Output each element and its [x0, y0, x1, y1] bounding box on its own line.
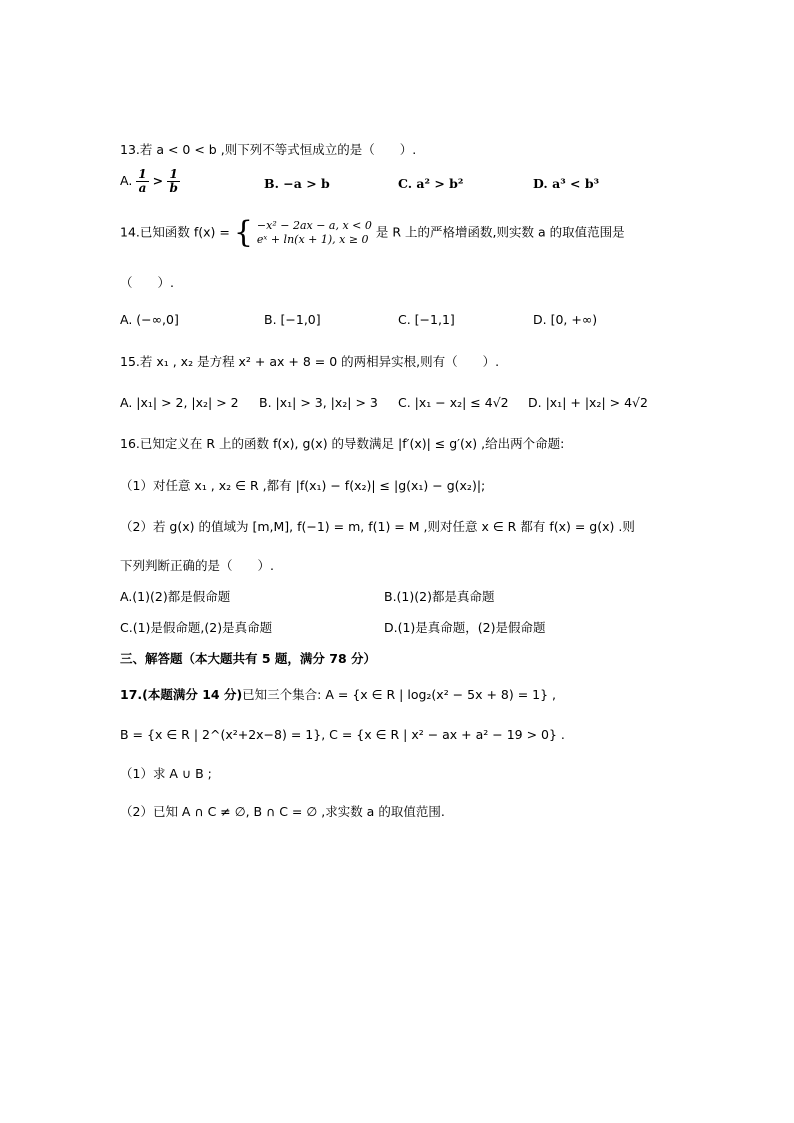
piece-1: −x² − 2ax − a, x < 0	[256, 219, 372, 232]
q17-subquestion-2: （2）已知 A ∩ C ≠ ∅, B ∩ C = ∅ ,求实数 a 的取值范围.	[120, 804, 445, 819]
q16-question: 下列判断正确的是（ ）.	[120, 558, 274, 573]
q16-option-a: A.(1)(2)都是假命题	[120, 589, 231, 604]
section-heading: 三、解答题（本大题共有 5 题，满分 78 分）	[120, 651, 377, 666]
frac-den: b	[169, 181, 178, 195]
q16-option-c: C.(1)是假命题,(2)是真命题	[120, 620, 273, 635]
piece-2: eˣ + ln(x + 1), x ≥ 0	[256, 233, 369, 246]
q15-option-b: B. |x₁| > 3, |x₂| > 3	[259, 395, 378, 410]
fraction-1-over-b	[167, 168, 179, 195]
q17-line-2: B = {x ∈ R | 2^(x²+2x−8) = 1}, C = {x ∈ R | x² − ax + a² − 19 > 0} .	[120, 727, 565, 742]
q13-option-c: C. a² > b²	[398, 176, 464, 191]
q15-option-a: A. |x₁| > 2, |x₂| > 2	[120, 395, 239, 410]
piecewise-function	[257, 219, 372, 247]
q14-stem	[120, 215, 625, 250]
left-brace: {	[233, 215, 253, 250]
q17-line-1	[120, 686, 556, 704]
q16-proposition-1: （1）对任意 x₁ , x₂ ∈ R ,都有 |f(x₁) − f(x₂)| ≤ |g(x₁) − g(x₂)|;	[120, 478, 486, 493]
q13-option-a	[120, 168, 180, 195]
frac-den: a	[138, 181, 147, 195]
q13-option-b: B. −a > b	[264, 176, 330, 191]
q15-stem: 15.若 x₁ , x₂ 是方程 x² + ax + 8 = 0 的两相异实根,则有（ ）.	[120, 354, 500, 369]
q16-option-b: B.(1)(2)都是真命题	[384, 589, 495, 604]
q14-stem-post: 是 R 上的严格增函数,则实数 a 的取值范围是	[375, 224, 625, 240]
q14-option-b: B. [−1,0]	[264, 312, 321, 327]
q14-option-a: A. (−∞,0]	[120, 312, 179, 327]
q13-option-a-label: A.	[120, 173, 133, 188]
q14-option-d: D. [0, +∞)	[533, 312, 598, 327]
q13-stem: 13.若 a < 0 < b ,则下列不等式恒成立的是（ ）.	[120, 142, 417, 157]
frac-num: 1	[169, 167, 178, 181]
q14-blank: （ ）.	[120, 275, 174, 290]
q17-subquestion-1: （1）求 A ∪ B ;	[120, 766, 212, 781]
q14-stem-pre: 14.已知函数 f(x) =	[120, 224, 230, 240]
frac-num: 1	[138, 167, 147, 181]
gt-sign: >	[152, 173, 168, 188]
q16-proposition-2: （2）若 g(x) 的值域为 [m,M], f(−1) = m, f(1) = M ,则对任意 x ∈ R 都有 f(x) = g(x) .则	[120, 519, 635, 534]
q17-set-a: 已知三个集合: A = {x ∈ R | log₂(x² − 5x + 8) = 1} ,	[242, 687, 557, 702]
fraction-1-over-a	[136, 168, 148, 195]
q15-option-c: C. |x₁ − x₂| ≤ 4√2	[398, 395, 509, 410]
q13-option-d: D. a³ < b³	[533, 176, 600, 191]
q17-heading: 17.(本题满分 14 分)	[120, 687, 243, 702]
q15-option-d: D. |x₁| + |x₂| > 4√2	[528, 395, 648, 410]
q16-stem: 16.已知定义在 R 上的函数 f(x), g(x) 的导数满足 |f′(x)| ≤ g′(x) ,给出两个命题:	[120, 436, 565, 451]
q16-option-d: D.(1)是真命题，(2)是假命题	[384, 620, 546, 635]
q14-option-c: C. [−1,1]	[398, 312, 455, 327]
